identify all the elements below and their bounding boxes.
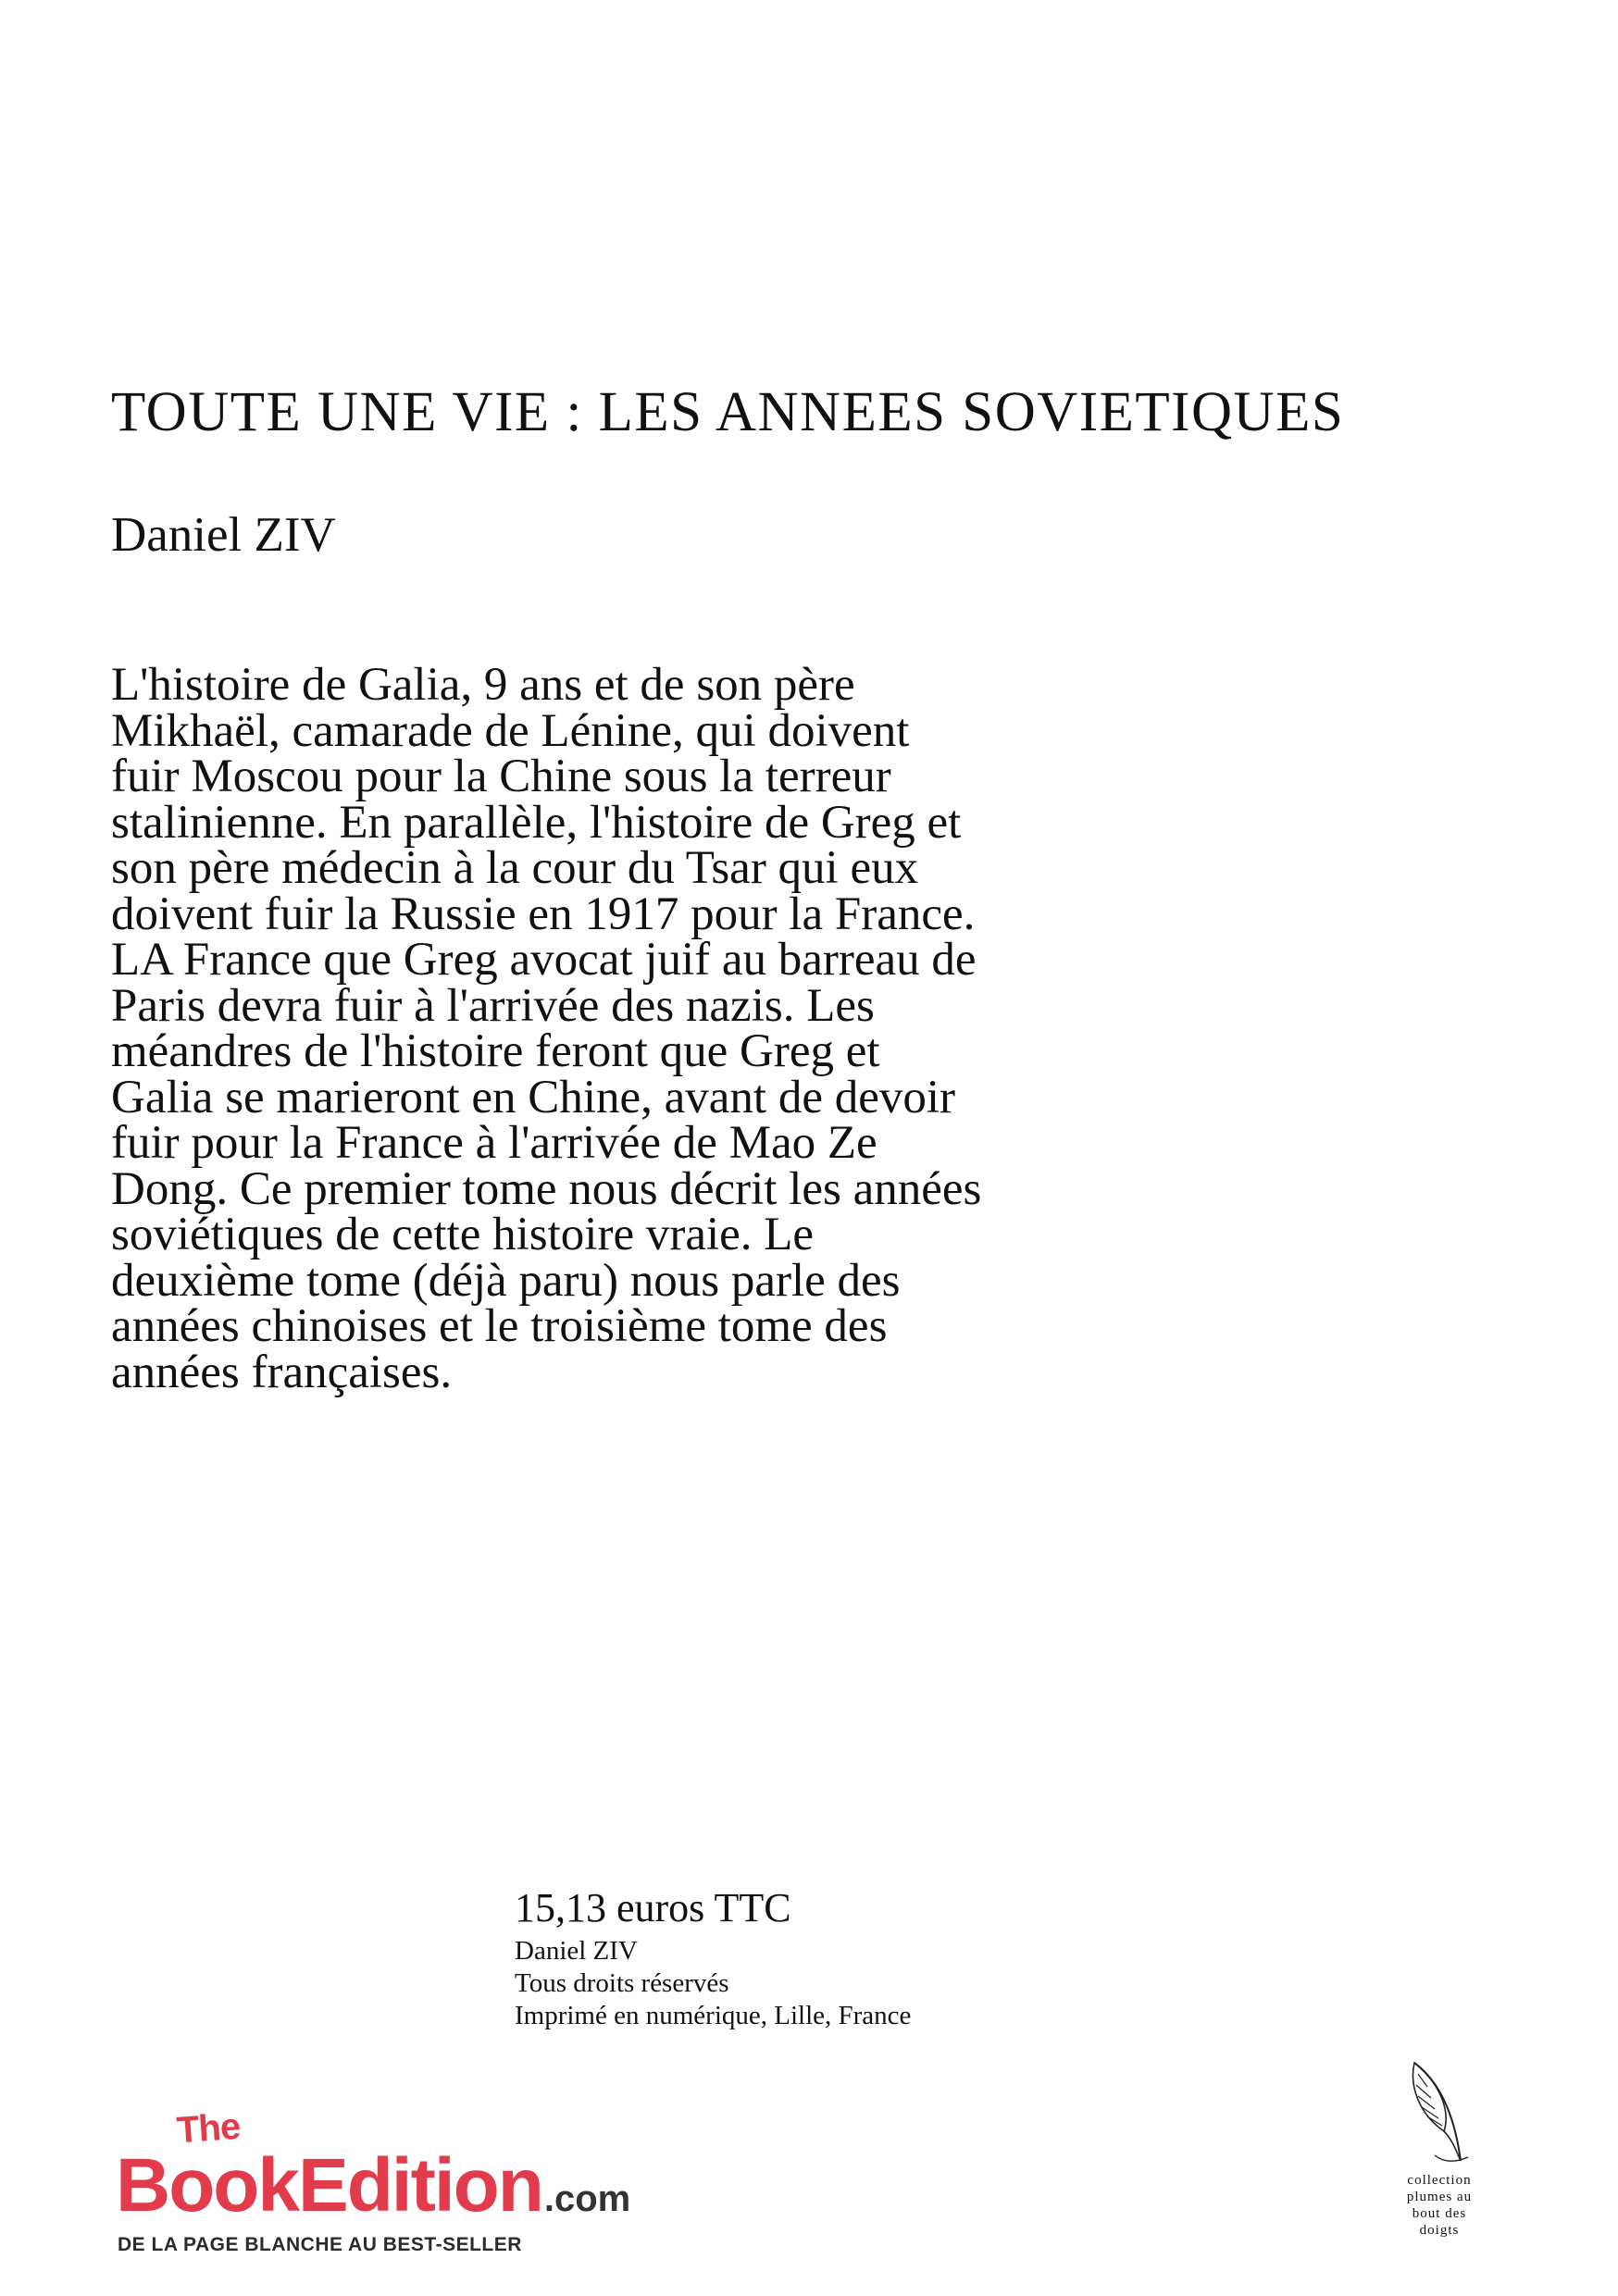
collection-line: bout des [1412,2206,1467,2221]
synopsis-line: Paris devra fuir à l'arrivée des nazis. Les [111,979,875,1032]
synopsis-line: LA France que Greg avocat juif au barreau de [111,934,977,986]
imprint-author: Daniel ZIV [515,1936,638,1966]
collection-line: doigts [1419,2223,1460,2238]
synopsis-line: années chinoises et le troisième tome des [111,1300,888,1352]
book-title: TOUTE UNE VIE : LES ANNEES SOVIETIQUES [111,381,1345,443]
collection-line: plumes au [1406,2190,1473,2204]
synopsis-line: méandres de l'histoire feront que Greg et [111,1025,880,1077]
feather-icon [1407,2059,1472,2170]
synopsis-line: son père médecin à la cour du Tsar qui eux [111,842,919,894]
synopsis-line: doivent fuir la Russie en 1917 pour la France. [111,887,976,940]
synopsis-line: années françaises. [111,1346,453,1398]
synopsis-line: deuxième tome (déjà paru) nous parle des [111,1254,901,1307]
print-location: Imprimé en numérique, Lille, France [515,2001,912,2030]
book-author: Daniel ZIV [111,508,336,562]
publisher-logo [116,2105,671,2255]
synopsis-line: Galia se marieront en Chine, avant de devoir [111,1071,955,1123]
synopsis-line: stalinienne. En parallèle, l'histoire de Greg et [111,796,962,849]
logo-name: BookEdition [116,2143,542,2228]
logo-tagline: DE LA PAGE BLANCHE AU BEST-SELLER [118,2234,522,2255]
collection-line: collection [1407,2173,1472,2188]
rights-notice: Tous droits réservés [515,1968,729,1998]
collection-emblem [1388,2059,1490,2253]
imprint-block [515,1881,911,2032]
logo-the-text: The [175,2105,242,2152]
synopsis-line: Dong. Ce premier tome nous décrit les années [111,1162,982,1215]
synopsis-line: L'histoire de Galia, 9 ans et de son père [111,659,855,711]
collection-label [1388,2172,1490,2239]
logo-domain: .com [543,2178,631,2219]
synopsis-line: Mikhaël, camarade de Lénine, qui doivent [111,704,910,757]
logo-wordmark [116,2145,630,2240]
book-synopsis [111,659,1277,1398]
price-label: 15,13 euros TTC [515,1885,791,1930]
synopsis-line: fuir pour la France à l'arrivée de Mao Ze [111,1117,877,1169]
synopsis-line: soviétiques de cette histoire vraie. Le [111,1209,815,1260]
synopsis-line: fuir Moscou pour la Chine sous la terreur [111,751,891,802]
